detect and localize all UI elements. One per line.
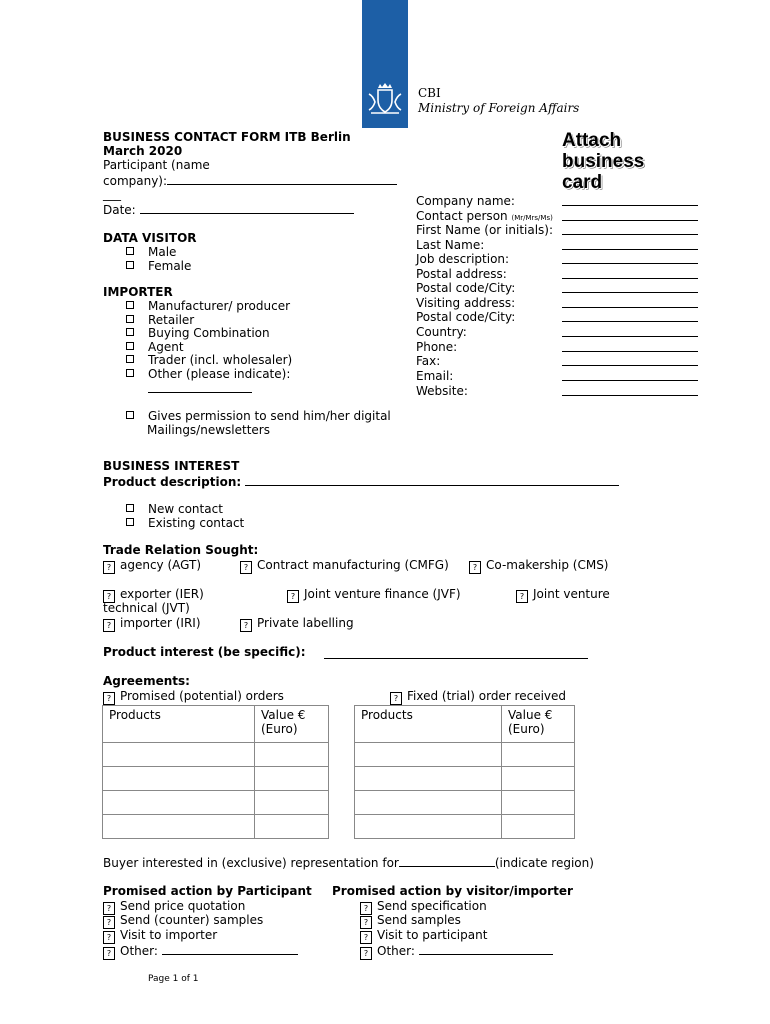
importer-option-retailer[interactable] — [126, 313, 194, 327]
trade-option-agency[interactable] — [103, 558, 201, 574]
product-cell[interactable] — [355, 743, 502, 767]
other-indicate-input[interactable] — [148, 381, 252, 393]
table-row — [355, 815, 575, 839]
attach-word-2: business — [562, 151, 645, 172]
jv-checkbox[interactable]: ? — [516, 590, 528, 603]
country-input[interactable] — [562, 325, 698, 337]
first-name-label: First Name (or initials): — [416, 223, 554, 237]
action-participant-other[interactable] — [103, 943, 298, 960]
value-header — [502, 706, 575, 743]
female-option[interactable] — [126, 259, 191, 273]
ier-checkbox[interactable]: ? — [103, 590, 115, 603]
visiting-postal-code-label: Postal code/City: — [416, 310, 516, 324]
female-label: Female — [148, 259, 192, 273]
product-interest-input[interactable] — [324, 647, 588, 659]
participant-other-label: Other: — [120, 944, 158, 958]
trade-option-cmfg[interactable] — [240, 558, 449, 574]
indicate-region-label: (indicate region) — [494, 856, 594, 870]
private-label: Private labelling — [257, 616, 354, 630]
manufacturer-label: Manufacturer/ producer — [148, 299, 291, 313]
manufacturer-checkbox[interactable] — [126, 301, 134, 309]
website-label: Website: — [416, 384, 468, 398]
send-samples-checkbox[interactable]: ? — [360, 916, 372, 929]
postal-code-city-label: Postal code/City: — [416, 281, 516, 295]
phone-label: Phone: — [416, 340, 458, 354]
female-checkbox[interactable] — [126, 261, 134, 269]
male-checkbox[interactable] — [126, 247, 134, 255]
trade-option-private[interactable] — [240, 616, 354, 632]
buying-label: Buying Combination — [148, 326, 270, 340]
product-description-line[interactable] — [245, 474, 619, 486]
importer-option-trader[interactable] — [126, 353, 292, 367]
private-checkbox[interactable]: ? — [240, 619, 252, 632]
buyer-representation-line — [103, 855, 594, 870]
website-input[interactable] — [562, 384, 698, 396]
attach-word-3: card — [562, 172, 603, 193]
postal-address-label: Postal address: — [416, 267, 507, 281]
send-specification-label: Send specification — [377, 899, 487, 913]
send-specification-checkbox[interactable]: ? — [360, 902, 372, 915]
cms-checkbox[interactable]: ? — [469, 561, 481, 574]
value-header-line2: (Euro) — [508, 722, 545, 736]
table-row — [103, 743, 329, 767]
buyer-representation-label: Buyer interested in (exclusive) representation for — [103, 856, 399, 870]
value-header-line2: (Euro) — [261, 722, 298, 736]
email-input[interactable] — [562, 369, 698, 381]
phone-input[interactable] — [562, 340, 698, 352]
table-row — [355, 791, 575, 815]
participant-label: Participant (name — [103, 158, 210, 172]
trader-label: Trader (incl. wholesaler) — [148, 353, 293, 367]
page-number: Page 1 of 1 — [148, 974, 199, 984]
value-header-line1: Value € — [261, 708, 306, 722]
table-row — [355, 767, 575, 791]
brand-ministry: Ministry of Foreign Affairs — [418, 101, 580, 115]
form-title: BUSINESS CONTACT FORM ITB Berlin — [103, 130, 351, 144]
royal-crest-icon — [367, 82, 403, 116]
price-quotation-checkbox[interactable]: ? — [103, 902, 115, 915]
participant-label-2: company): — [103, 174, 168, 188]
job-description-label: Job description: — [416, 252, 510, 266]
table-row — [103, 767, 329, 791]
existing-contact-option[interactable] — [126, 516, 244, 530]
product-description-field[interactable] — [103, 474, 619, 489]
trade-option-jvf[interactable] — [287, 587, 461, 603]
importer-option-buying[interactable] — [126, 326, 270, 340]
iri-checkbox[interactable]: ? — [103, 619, 115, 632]
action-visit-importer[interactable] — [103, 928, 217, 944]
participant-other-input[interactable] — [162, 943, 298, 955]
contact-person-input[interactable] — [562, 209, 698, 221]
product-cell[interactable] — [103, 743, 255, 767]
value-cell[interactable] — [502, 767, 575, 791]
form-title-date: March 2020 — [103, 144, 183, 158]
visitor-other-label: Other: — [377, 944, 415, 958]
email-label: Email: — [416, 369, 454, 383]
contact-person-note: (Mr/Mrs/Ms) — [511, 214, 553, 222]
trade-option-iri[interactable] — [103, 616, 201, 632]
agency-checkbox[interactable]: ? — [103, 561, 115, 574]
product-cell[interactable] — [355, 767, 502, 791]
visiting-address-input[interactable] — [562, 296, 698, 308]
importer-option-other[interactable] — [126, 367, 290, 381]
first-name-input[interactable] — [562, 223, 698, 235]
agreements-heading: Agreements: — [103, 674, 190, 688]
participant-continuation: ___ — [103, 187, 121, 201]
fixed-order-label: Fixed (trial) order received — [407, 689, 567, 703]
value-cell[interactable] — [255, 743, 329, 767]
agent-label: Agent — [148, 340, 184, 354]
other-checkbox[interactable] — [126, 369, 134, 377]
promised-orders-table — [102, 705, 329, 839]
new-contact-checkbox[interactable] — [126, 504, 134, 512]
product-cell[interactable] — [355, 815, 502, 839]
postal-address-input[interactable] — [562, 267, 698, 279]
contact-person-text: Contact person — [416, 209, 508, 223]
permission-label: Gives permission to send him/her digital — [148, 409, 391, 423]
jv-label: Joint venture — [533, 587, 610, 601]
business-interest-heading: BUSINESS INTEREST — [103, 459, 240, 473]
company-name-label: Company name: — [416, 194, 515, 208]
table-row — [355, 743, 575, 767]
jvt-label: technical (JVT) — [103, 601, 190, 615]
participant-line[interactable] — [167, 173, 397, 185]
value-header — [255, 706, 329, 743]
permission-label-2: Mailings/newsletters — [147, 423, 270, 437]
cms-label: Co-makershiр (CMS) — [486, 558, 609, 572]
promised-orders-option[interactable] — [103, 689, 284, 705]
fixed-order-option[interactable] — [390, 689, 566, 705]
retailer-label: Retailer — [148, 313, 195, 327]
action-counter-samples[interactable] — [103, 913, 263, 929]
table-row — [103, 815, 329, 839]
visit-participant-checkbox[interactable]: ? — [360, 931, 372, 944]
retailer-checkbox[interactable] — [126, 315, 134, 323]
brand-name: CBI — [418, 86, 441, 100]
action-visit-participant[interactable] — [360, 928, 487, 944]
importer-option-agent[interactable] — [126, 340, 184, 354]
male-label: Male — [148, 245, 177, 259]
value-cell[interactable] — [255, 791, 329, 815]
trade-relation-heading: Trade Relation Sought: — [103, 543, 259, 557]
existing-contact-checkbox[interactable] — [126, 518, 134, 526]
value-cell[interactable] — [502, 815, 575, 839]
value-cell[interactable] — [502, 743, 575, 767]
attach-business-card — [562, 130, 644, 193]
new-contact-label: New contact — [148, 502, 223, 516]
importer-heading: IMPORTER — [103, 285, 173, 299]
visit-importer-label: Visit to importer — [120, 928, 218, 942]
agency-label: agency (AGT) — [120, 558, 202, 572]
existing-contact-label: Existing contact — [148, 516, 245, 530]
data-visitor-heading: DATA VISITOR — [103, 231, 197, 245]
promised-orders-checkbox[interactable]: ? — [103, 692, 115, 705]
value-cell[interactable] — [502, 791, 575, 815]
logo-bar — [362, 0, 408, 128]
participant-other-checkbox[interactable]: ? — [103, 947, 115, 960]
counter-samples-checkbox[interactable]: ? — [103, 916, 115, 929]
new-contact-option[interactable] — [126, 502, 223, 516]
jvf-label: Joint venture finance (JVF) — [304, 587, 461, 601]
product-cell[interactable] — [103, 767, 255, 791]
postal-code-city-input[interactable] — [562, 281, 698, 293]
attach-word-1: Attach — [562, 130, 622, 151]
date-field[interactable] — [103, 202, 354, 217]
fixed-orders-table — [354, 705, 575, 839]
date-line[interactable] — [140, 202, 354, 214]
agent-checkbox[interactable] — [126, 342, 134, 350]
country-label: Country: — [416, 325, 467, 339]
value-cell[interactable] — [255, 767, 329, 791]
counter-samples-label: Send (counter) samples — [120, 913, 264, 927]
trader-checkbox[interactable] — [126, 355, 134, 363]
product-cell[interactable] — [103, 815, 255, 839]
product-cell[interactable] — [103, 791, 255, 815]
cmfg-checkbox[interactable]: ? — [240, 561, 252, 574]
table-row — [103, 791, 329, 815]
visit-importer-checkbox[interactable]: ? — [103, 931, 115, 944]
company-name-input[interactable] — [562, 194, 698, 206]
permission-option[interactable] — [126, 409, 391, 423]
job-description-input[interactable] — [562, 252, 698, 264]
ier-label: exporter (IER) — [120, 587, 204, 601]
trade-option-jv[interactable] — [516, 587, 610, 603]
jvf-checkbox[interactable]: ? — [287, 590, 299, 603]
iri-label: importer (IRI) — [120, 616, 201, 630]
participant-field[interactable] — [103, 173, 397, 188]
products-header: Products — [355, 706, 502, 743]
visiting-address-label: Visiting address: — [416, 296, 516, 310]
visitor-other-checkbox[interactable]: ? — [360, 947, 372, 960]
visitor-other-input[interactable] — [419, 943, 553, 955]
price-quotation-label: Send price quotation — [120, 899, 246, 913]
trade-option-cms[interactable] — [469, 558, 609, 574]
importer-option-manufacturer[interactable] — [126, 299, 290, 313]
date-label: Date: — [103, 203, 136, 217]
product-cell[interactable] — [355, 791, 502, 815]
fax-input[interactable] — [562, 354, 698, 366]
send-samples-label: Send samples — [377, 913, 461, 927]
visitor-actions-heading: Promised action by visitor/importer — [332, 884, 573, 898]
other-label: Other (please indicate): — [148, 367, 291, 381]
products-header: Products — [103, 706, 255, 743]
product-description-label: Product description: — [103, 475, 242, 489]
fax-label: Fax: — [416, 354, 441, 368]
action-visitor-other[interactable] — [360, 943, 553, 960]
fixed-order-checkbox[interactable]: ? — [390, 692, 402, 705]
value-cell[interactable] — [255, 815, 329, 839]
visit-participant-label: Visit to participant — [377, 928, 488, 942]
region-input[interactable] — [399, 855, 495, 867]
action-send-samples[interactable] — [360, 913, 461, 929]
promised-orders-label: Promised (potential) orders — [120, 689, 284, 703]
buying-checkbox[interactable] — [126, 328, 134, 336]
last-name-label: Last Name: — [416, 238, 485, 252]
value-header-line1: Value € — [508, 708, 553, 722]
last-name-input[interactable] — [562, 238, 698, 250]
participant-actions-heading: Promised action by Participant — [103, 884, 312, 898]
visiting-postal-code-input[interactable] — [562, 310, 698, 322]
product-interest-label: Product interest (be specific): — [103, 645, 306, 659]
male-option[interactable] — [126, 245, 176, 259]
permission-checkbox[interactable] — [126, 411, 134, 419]
cmfg-label: Contract manufacturing (CMFG) — [257, 558, 449, 572]
